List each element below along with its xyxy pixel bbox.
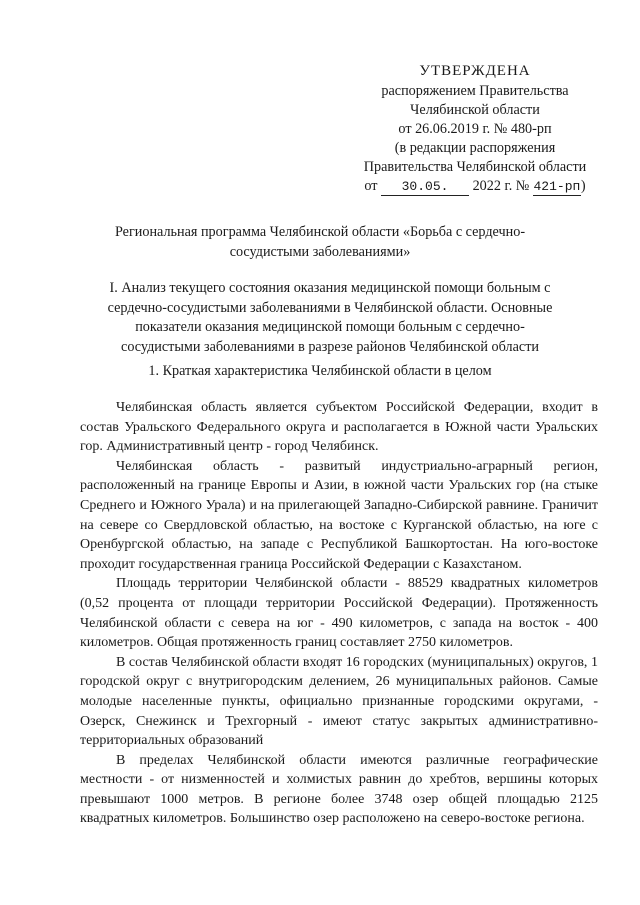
paragraph: В пределах Челябинской области имеются различные географические местности - от низменностей и холмистых равнин до хребтов, вершины которых превышают 1000 метров. В регионе более 3748 озер общей площадью 2125 квадратных километров. Большинство озер расположено на северо-востоке региона.	[80, 752, 598, 827]
handwritten-number: 421-рп	[533, 179, 581, 194]
approval-line: от 26.06.2019 г. № 480-рп	[398, 121, 552, 137]
closing-paren: )	[580, 178, 586, 194]
date-prefix: от	[364, 178, 378, 194]
approval-line: распоряжением Правительства	[381, 83, 569, 99]
subsection-title: 1. Краткая характеристика Челябинской области в целом	[148, 363, 492, 379]
approval-date-line	[340, 177, 610, 196]
paragraph: В состав Челябинской области входят 16 городских (муниципальных) округов, 1 городской округ с внутригородским делением, 26 муниципальных районов. Самые молодые населенные пункты, официально признанные городскими округами, - Озерск, Снежинск и Трехгорный - имеют статус закрытых административно-территориальных образований	[80, 654, 598, 749]
paragraph: Площадь территории Челябинской области - 88529 квадратных километров (0,52 процента от площади территории Российской Федерации). Протяженность Челябинской области с севера на юг - 490 километров, с запада на восток - 400 километров. Общая протяженность границ составляет 2750 километров.	[80, 576, 598, 651]
year-text: 2022 г. №	[472, 178, 530, 194]
paragraph: Челябинская область является субъектом Российской Федерации, входит в состав Уральского Федерального округа и располагается в Южной части Уральских гор. Административный центр - город Челябинск.	[80, 400, 598, 455]
approval-heading: УТВЕРЖДЕНА	[419, 63, 531, 79]
approval-line: Челябинской области	[410, 102, 540, 118]
handwritten-date: 30.05.	[381, 179, 469, 196]
program-title: Региональная программа Челябинской области «Борьба с сердечно-сосудистыми заболеваниями»	[114, 224, 526, 260]
approval-stamp-block	[340, 62, 610, 196]
approval-line: (в редакции распоряжения	[394, 140, 556, 156]
paragraph: Челябинская область - развитый индустриально-аграрный регион, расположенный на границе Европы и Азии, в южной части Уральских гор (на стыке Среднего и Южного Урала) и на прилегающей Западно-Сибирской равнине. Граничит на севере со Свердловской областью, на востоке с Курганской областью, на юге с Оренбургской областью, на западе с Республикой Башкортостан. На юго-востоке проходит государственная граница Российской Федерации с Казахстаном.	[80, 458, 598, 572]
section-title: I. Анализ текущего состояния оказания медицинской помощи больным с сердечно-сосудистыми заболеваниями в Челябинской области. Основные показатели оказания медицинской помощи больным с сердечно-сосудистыми заболеваниями в разрезе районов Челябинской области	[107, 280, 553, 355]
body-text	[80, 398, 598, 829]
approval-line: Правительства Челябинской области	[363, 159, 587, 175]
